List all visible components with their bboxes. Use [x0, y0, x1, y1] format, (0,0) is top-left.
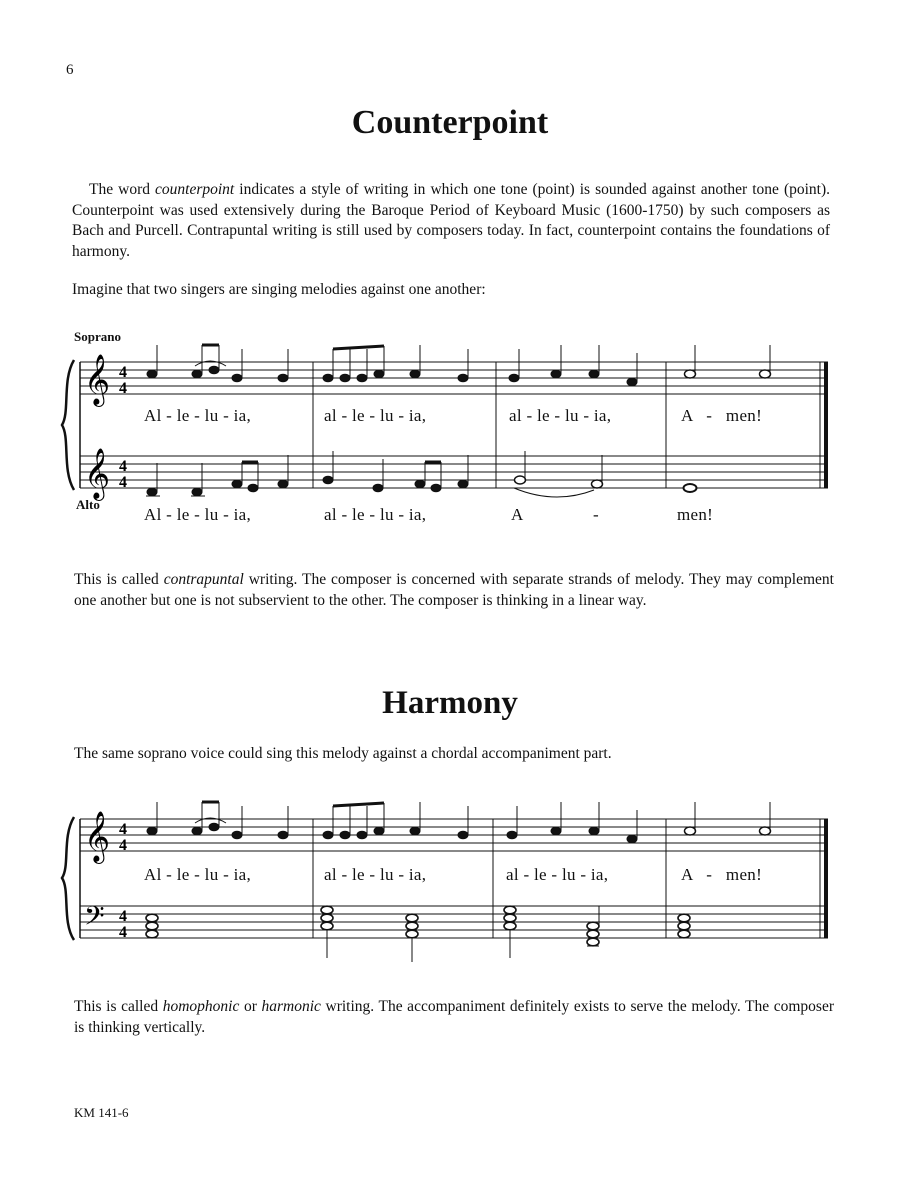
svg-text:4: 4 — [119, 364, 127, 381]
soprano-label: Soprano — [74, 329, 121, 344]
harmony-heading: Harmony — [382, 685, 518, 721]
harmony-intro-paragraph: The same soprano voice could sing this melody against a chordal accompaniment part. — [74, 745, 612, 762]
alto-label: Alto — [76, 497, 100, 512]
soprano-lyrics-measure-2: al - le - lu - ia, — [324, 406, 427, 425]
homophonic-term: homophonic — [162, 998, 240, 1015]
alto-lyrics-measure-2: al - le - lu - ia, — [324, 505, 427, 524]
imagine-paragraph: Imagine that two singers are singing melodies against one another: — [72, 281, 486, 298]
closing-text-after: writing. The accompaniment definitely exists to serve the melody. The composer is thinking vertically. — [74, 998, 834, 1036]
treble-clef-icon: 𝄞 — [84, 811, 111, 862]
treble-clef-icon: 𝄞 — [84, 354, 111, 405]
svg-text:4: 4 — [119, 837, 127, 854]
svg-text:4: 4 — [119, 908, 127, 925]
harmony-lyrics-measure-3: al - le - lu - ia, — [506, 865, 609, 884]
closing-text-before: This is called — [74, 998, 163, 1015]
contrapuntal-paragraph — [74, 570, 834, 611]
contrapuntal-text-after: writing. The composer is concerned with separate strands of melody. They may complement one another but one is not subservient to the other. The composer is thinking in a linear way. — [74, 571, 834, 609]
homophonic-paragraph — [74, 997, 834, 1038]
soprano-lyrics-measure-4: A - men! — [681, 406, 763, 425]
svg-text:4: 4 — [119, 924, 127, 941]
soprano-lyrics-measure-1: Al - le - lu - ia, — [144, 406, 252, 425]
harmonic-term: harmonic — [261, 998, 321, 1015]
bass-clef-icon: 𝄢 — [84, 900, 105, 938]
contrapuntal-text-before: This is called — [74, 571, 164, 588]
svg-text:4: 4 — [119, 474, 127, 491]
contrapuntal-term: contrapuntal — [163, 571, 244, 588]
harmony-lyrics-measure-2: al - le - lu - ia, — [324, 865, 427, 884]
svg-text:4: 4 — [119, 380, 127, 397]
intro-text-before: The word — [89, 181, 156, 198]
counterpoint-heading: Counterpoint — [351, 104, 549, 141]
page-number: 6 — [66, 62, 74, 78]
catalog-footer: KM 141-6 — [74, 1105, 129, 1120]
soprano-lyrics-measure-3: al - le - lu - ia, — [509, 406, 612, 425]
harmony-lyrics-measure-1: Al - le - lu - ia, — [144, 865, 252, 884]
alto-lyrics-measure-4: men! — [677, 505, 714, 524]
svg-text:4: 4 — [119, 821, 127, 838]
alto-lyrics-measure-3: A — [511, 505, 524, 524]
alto-lyrics-hyphen: - — [593, 505, 599, 524]
harmony-lyrics-measure-4: A - men! — [681, 865, 763, 884]
intro-text-after: indicates a style of writing in which one tone (point) is sounded against another tone (point). Counterpoint was used extensively during the Baroque Period of Keyboard Music (1600-1750) by such composers as Bach and Purcell. Contrapuntal writing is still used by composers today. In fact, counterpoint contains the foundations of harmony. — [72, 181, 831, 260]
intro-term: counterpoint — [155, 181, 235, 198]
treble-clef-icon: 𝄞 — [84, 448, 111, 499]
alto-lyrics-measure-1: Al - le - lu - ia, — [144, 505, 252, 524]
closing-text-mid: or — [239, 998, 262, 1015]
svg-text:4: 4 — [119, 458, 127, 475]
